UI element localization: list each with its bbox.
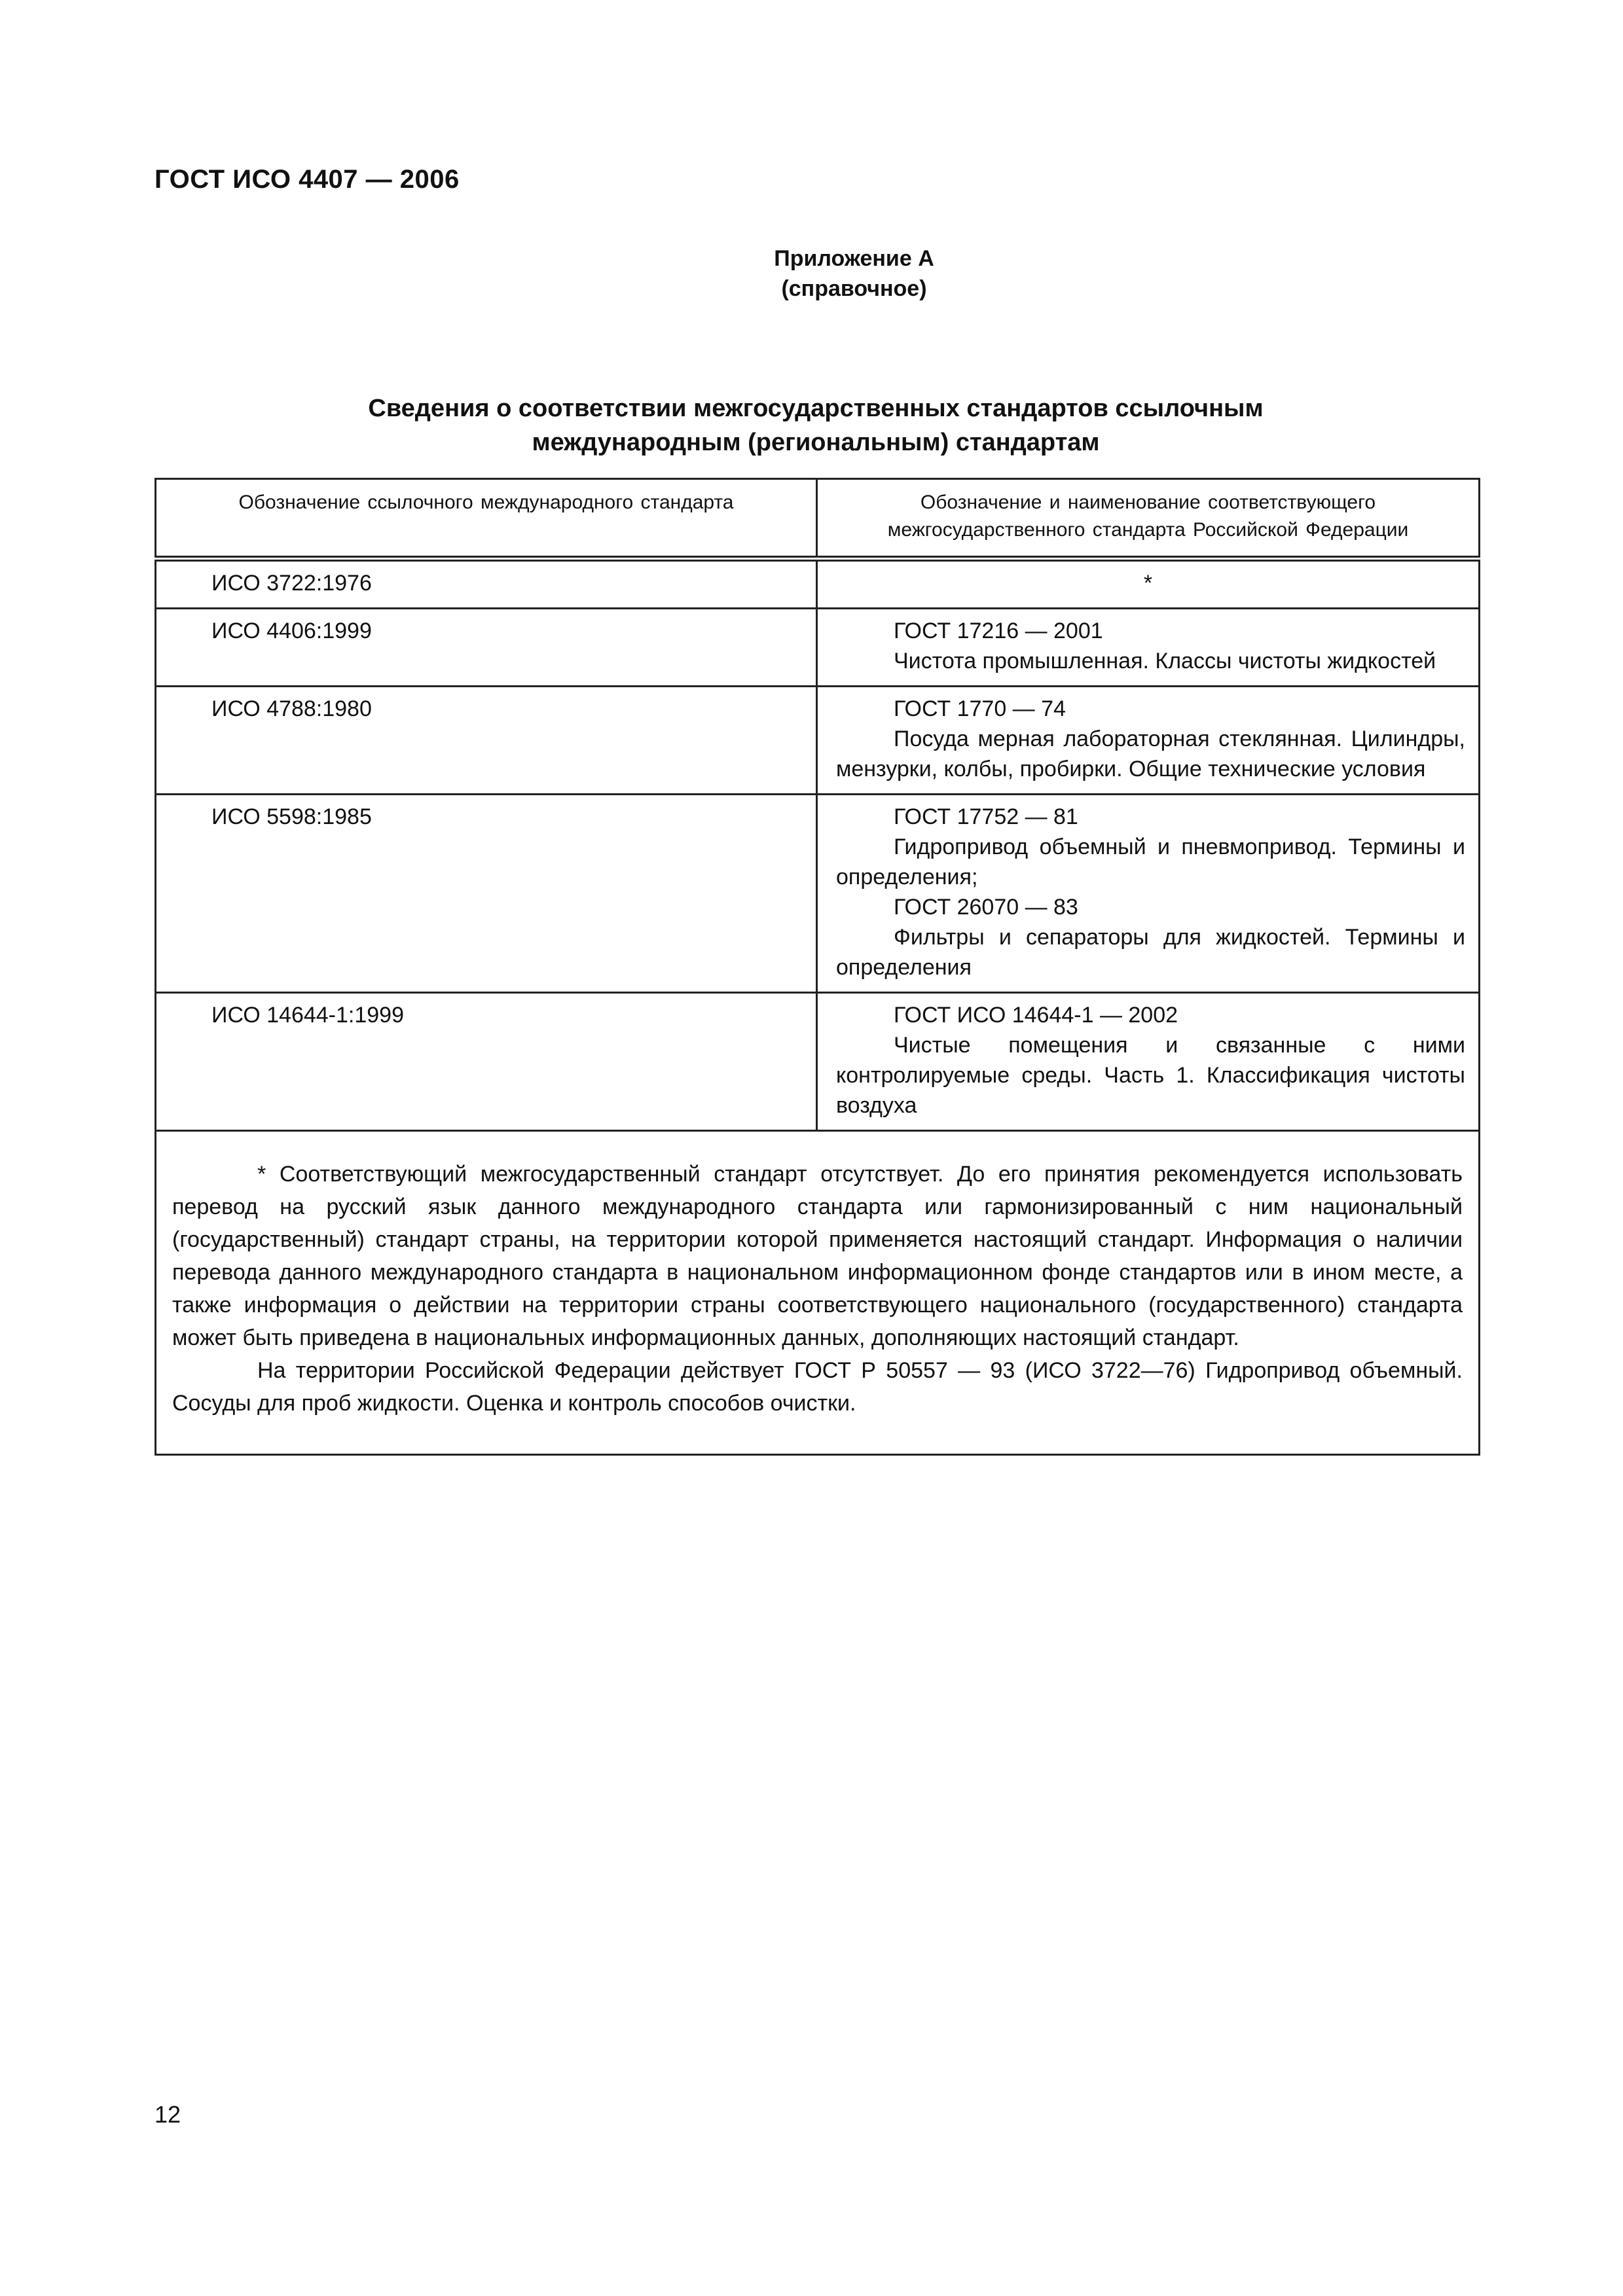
footnote-paragraph: * Соответствующий межгосударственный стандарт отсутствует. До его принятия рекомендуется использовать перевод на русский язык данного международного стандарта или гармонизированный с ним национальный (государственный) стандарт страны, на территории которой применяется настоящий стандарт. Информация о наличии перевода данного международного стандарта в национальном информационном фонде стандартов или в ином месте, а также информация о действии на территории страны соответствующего национального (государственного) стандарта может быть приведена в национальных информационных данных, дополняющих настоящий стандарт.: [172, 1162, 1463, 1350]
table-row: [156, 609, 1480, 687]
table-header-row: [156, 479, 1480, 559]
no-equivalent-marker: *: [817, 559, 1480, 609]
annex-type: (справочное): [781, 276, 927, 301]
table-row: [156, 559, 1480, 609]
international-standard-cell: ИСО 5598:1985: [156, 795, 817, 993]
table-footnote: [156, 1131, 1480, 1455]
international-standard-cell: ИСО 4788:1980: [156, 687, 817, 795]
annex-heading: [0, 243, 1623, 304]
interstate-standard-cell: [817, 795, 1480, 993]
gost-designation: ГОСТ 1770 — 74: [894, 696, 1066, 721]
table-note-row: [156, 1131, 1480, 1455]
annex-title: [155, 391, 1477, 459]
gost-designation: ГОСТ 17216 — 2001: [894, 619, 1103, 643]
gost-designation: ГОСТ ИСО 14644-1 — 2002: [894, 1003, 1178, 1028]
gost-title: Фильтры и сепараторы для жидкостей. Термины и определения: [836, 925, 1465, 980]
correspondence-table: [155, 478, 1480, 1456]
annex-title-line-2: международным (региональным) стандартам: [532, 429, 1100, 456]
gost-title: Гидропривод объемный и пневмопривод. Термины и определения;: [836, 834, 1465, 889]
interstate-standard-cell: [817, 609, 1480, 687]
column-header-international: Обозначение ссылочного международного стандарта: [156, 479, 817, 559]
interstate-standard-cell: [817, 993, 1480, 1131]
column-header-interstate: Обозначение и наименование соответствующего межгосударственного стандарта Российской Федерации: [817, 479, 1480, 559]
international-standard-cell: ИСО 4406:1999: [156, 609, 817, 687]
international-standard-cell: ИСО 14644-1:1999: [156, 993, 817, 1131]
gost-designation: ГОСТ 17752 — 81: [894, 804, 1078, 829]
table-row: [156, 687, 1480, 795]
table-row: [156, 993, 1480, 1131]
international-standard-cell: ИСО 3722:1976: [156, 559, 817, 609]
gost-designation: ГОСТ 26070 — 83: [894, 895, 1078, 920]
annex-title-line-1: Сведения о соответствии межгосударственных стандартов ссылочным: [368, 395, 1264, 422]
footnote-paragraph: На территории Российской Федерации действует ГОСТ Р 50557 — 93 (ИСО 3722—76) Гидропривод объемный. Сосуды для проб жидкости. Оценка и контроль способов очистки.: [172, 1358, 1463, 1416]
gost-title: Посуда мерная лабораторная стеклянная. Цилиндры, мензурки, колбы, пробирки. Общие технические условия: [836, 726, 1465, 781]
table-row: [156, 795, 1480, 993]
interstate-standard-cell: [817, 687, 1480, 795]
page-number: 12: [155, 2101, 181, 2128]
gost-title: Чистые помещения и связанные с ними контролируемые среды. Часть 1. Классификация чистоты воздуха: [836, 1033, 1465, 1118]
gost-title: Чистота промышленная. Классы чистоты жидкостей: [894, 649, 1436, 673]
annex-label: Приложение А: [774, 246, 934, 271]
document-designation: ГОСТ ИСО 4407 — 2006: [155, 165, 460, 194]
